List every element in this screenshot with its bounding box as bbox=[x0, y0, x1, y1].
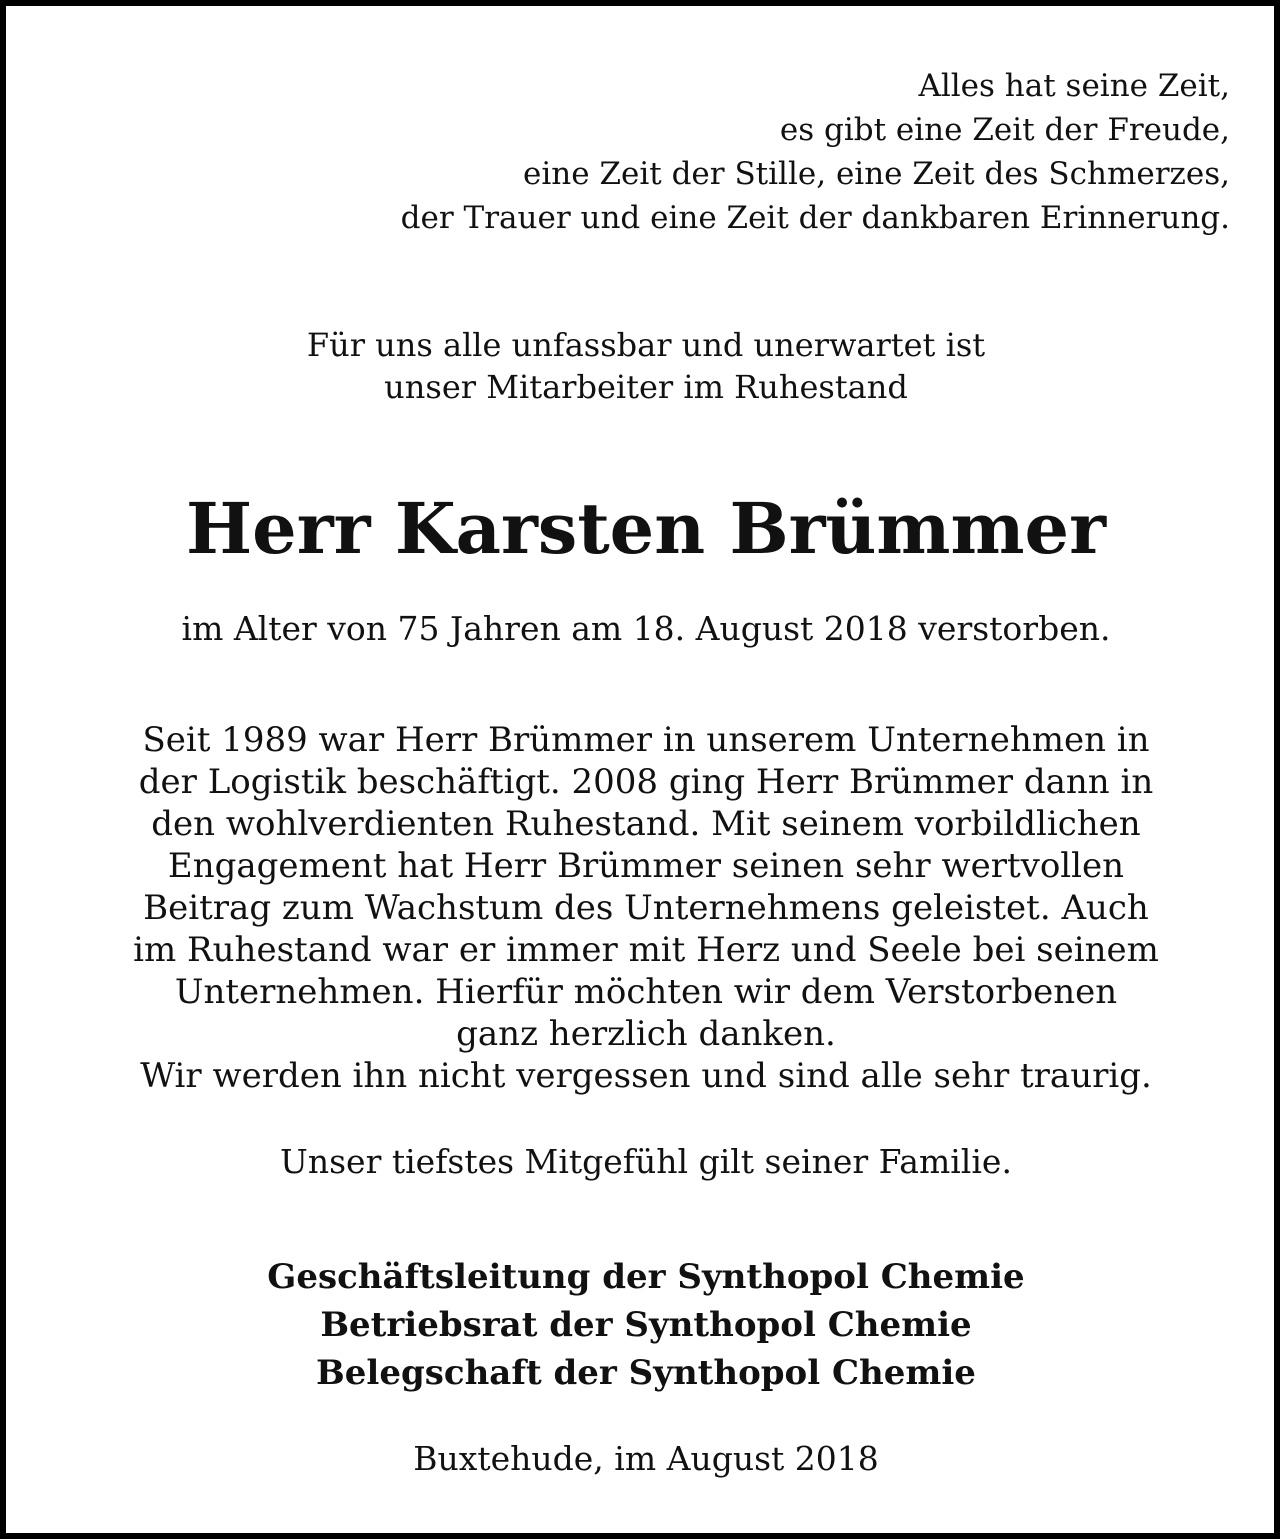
intro-line: Für uns alle unfassbar und unerwartet ist bbox=[306, 326, 986, 364]
sympathy-line: Unser tiefstes Mitgefühl gilt seiner Familie. bbox=[280, 1142, 1012, 1181]
tribute-line: Seit 1989 war Herr Brümmer in unserem Unternehmen in bbox=[142, 720, 1150, 760]
tribute-line: Beitrag zum Wachstum des Unternehmens geleistet. Auch bbox=[143, 888, 1149, 928]
sender-line: Belegschaft der Synthopol Chemie bbox=[316, 1353, 976, 1393]
tribute-line: den wohlverdienten Ruhestand. Mit seinem vorbildlichen bbox=[151, 804, 1141, 844]
motto-line: eine Zeit der Stille, eine Zeit des Schmerzes, bbox=[523, 156, 1230, 192]
tribute-line: ganz herzlich danken. bbox=[456, 1014, 836, 1054]
deceased-name: Herr Karsten Brümmer bbox=[186, 487, 1106, 570]
tribute-line: Unternehmen. Hierfür möchten wir dem Verstorbenen bbox=[174, 972, 1118, 1012]
motto-line: es gibt eine Zeit der Freude, bbox=[779, 112, 1230, 148]
tribute-text bbox=[6, 719, 1280, 1097]
senders-block bbox=[6, 1253, 1280, 1397]
intro-text bbox=[6, 324, 1280, 408]
intro-line: unser Mitarbeiter im Ruhestand bbox=[384, 368, 908, 406]
motto-line: Alles hat seine Zeit, bbox=[918, 68, 1230, 104]
death-notice: im Alter von 75 Jahren am 18. August 2018 verstorben. bbox=[181, 609, 1111, 648]
tribute-line: Engagement hat Herr Brümmer seinen sehr wertvollen bbox=[167, 846, 1125, 886]
motto-line: der Trauer und eine Zeit der dankbaren Erinnerung. bbox=[400, 200, 1230, 236]
tribute-line: der Logistik beschäftigt. 2008 ging Herr Brümmer dann in bbox=[138, 762, 1154, 802]
sender-line: Geschäftsleitung der Synthopol Chemie bbox=[267, 1257, 1025, 1297]
place-date: Buxtehude, im August 2018 bbox=[413, 1439, 879, 1478]
tribute-line: Wir werden ihn nicht vergessen und sind alle sehr traurig. bbox=[140, 1056, 1152, 1096]
motto-verse bbox=[230, 64, 1230, 240]
sender-line: Betriebsrat der Synthopol Chemie bbox=[320, 1305, 972, 1345]
tribute-line: im Ruhestand war er immer mit Herz und Seele bei seinem bbox=[133, 930, 1159, 970]
